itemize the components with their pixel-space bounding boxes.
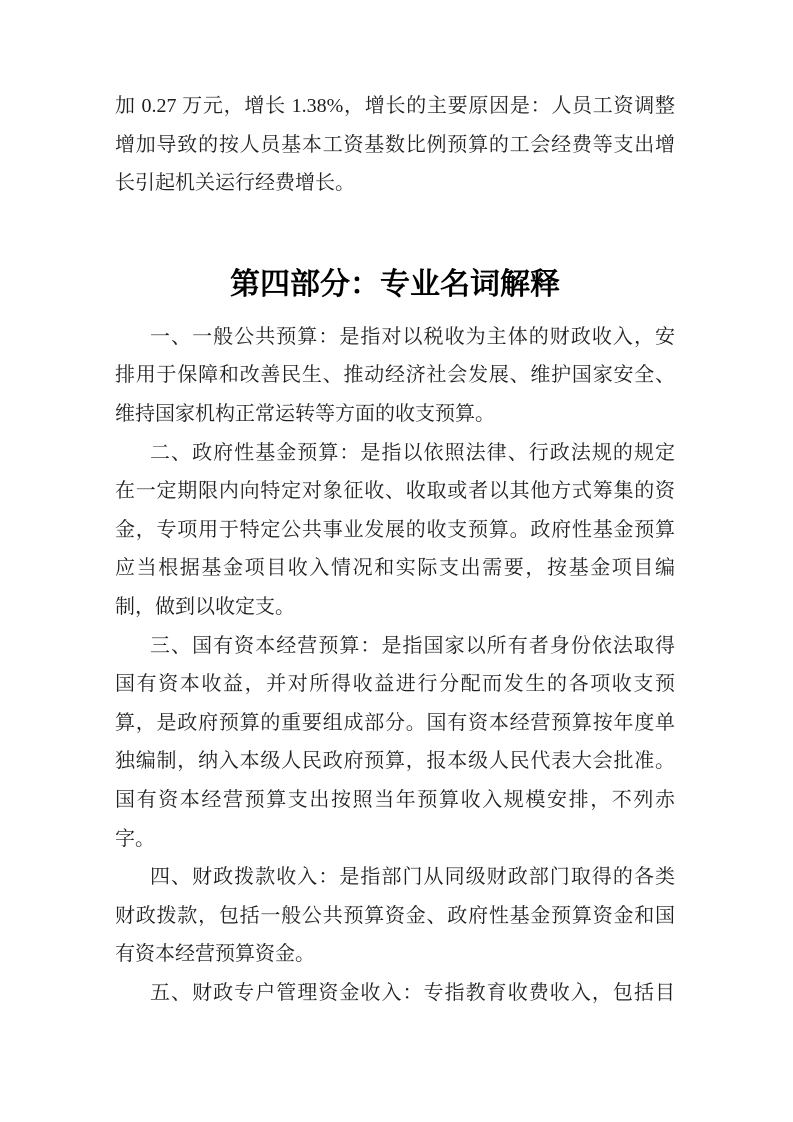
text-line: 五、财政专户管理资金收入：专指教育收费收入，包括目 bbox=[150, 981, 675, 1004]
section-heading: 第四部分：专业名词解释 bbox=[230, 267, 560, 301]
text-line: 字。 bbox=[115, 827, 155, 850]
text-line: 排用于保障和改善民生、推动经济社会发展、维护国家安全、 bbox=[115, 364, 675, 387]
text-line: 应当根据基金项目收入情况和实际支出需要，按基金项目编 bbox=[115, 557, 675, 580]
text-line: 在一定期限内向特定对象征收、收取或者以其他方式筹集的资 bbox=[115, 480, 675, 503]
text-line: 算，是政府预算的重要组成部分。国有资本经营预算按年度单 bbox=[115, 711, 675, 734]
text-line: 国有资本收益，并对所得收益进行分配而发生的各项收支预 bbox=[115, 673, 675, 696]
text-line: 制，做到以收定支。 bbox=[115, 595, 295, 618]
definition-paragraph-fiscal-appropriation-income bbox=[115, 858, 675, 974]
text-line: 独编制，纳入本级人民政府预算，报本级人民代表大会批准。 bbox=[115, 750, 675, 773]
text-line: 加 0.27 万元，增长 1.38%，增长的主要原因是：人员工资调整 bbox=[115, 95, 675, 117]
text-line: 有资本经营预算资金。 bbox=[115, 943, 315, 966]
text-line: 三、国有资本经营预算：是指国家以所有者身份依法取得 bbox=[150, 634, 675, 657]
intro-paragraph bbox=[115, 87, 675, 203]
definition-paragraph-general-public-budget bbox=[115, 318, 675, 434]
text-line: 金，专项用于特定公共事业发展的收支预算。政府性基金预算 bbox=[115, 518, 675, 541]
text-line: 四、财政拨款收入：是指部门从同级财政部门取得的各类 bbox=[150, 866, 675, 889]
definition-paragraph-state-capital-budget bbox=[115, 627, 675, 859]
text-line: 国有资本经营预算支出按照当年预算收入规模安排，不列赤 bbox=[115, 788, 675, 811]
text-line: 财政拨款，包括一般公共预算资金、政府性基金预算资金和国 bbox=[115, 904, 675, 927]
definition-paragraph-government-fund-budget bbox=[115, 434, 675, 627]
text-line: 一、一般公共预算：是指对以税收为主体的财政收入，安 bbox=[150, 325, 675, 348]
text-line: 长引起机关运行经费增长。 bbox=[115, 172, 355, 195]
text-line: 维持国家机构正常运转等方面的收支预算。 bbox=[115, 402, 495, 425]
definition-paragraph-fiscal-special-account-income bbox=[115, 974, 675, 1013]
document-content bbox=[115, 0, 675, 1012]
text-line: 二、政府性基金预算：是指以依照法律、行政法规的规定 bbox=[150, 441, 675, 464]
text-line: 增加导致的按人员基本工资基数比例预算的工会经费等支出增 bbox=[115, 133, 675, 156]
